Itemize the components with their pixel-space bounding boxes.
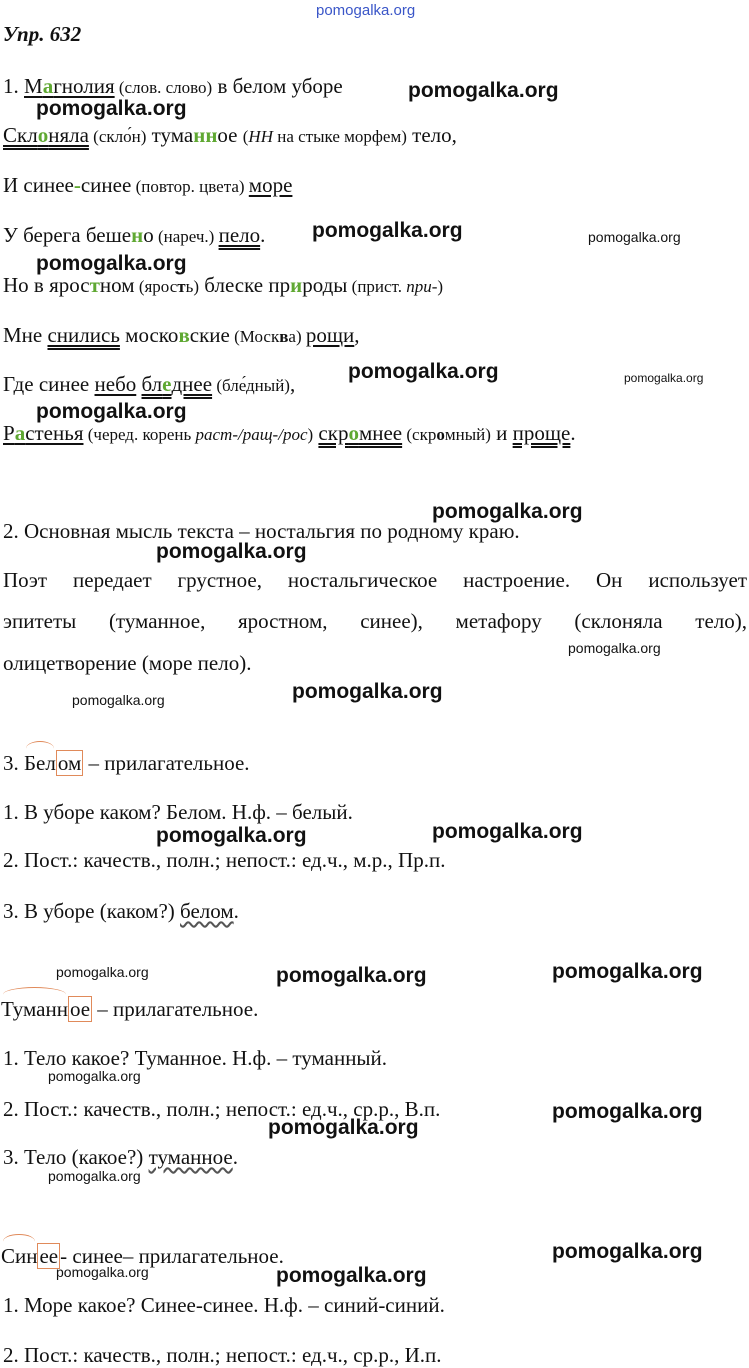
poem-line-4: У берега бешено (нареч.) пело. xyxy=(3,223,266,247)
watermark: pomogalka.org xyxy=(408,79,559,102)
word-ending: ое xyxy=(69,997,91,1021)
watermark: pomogalka.org xyxy=(552,1240,703,1263)
parse-step: 3. В уборе (каком?) белом. xyxy=(3,899,239,923)
poem-line-1: 1. Магнолия (слов. слово) в белом уборе xyxy=(3,74,343,98)
poem-line-3: И синее-синее (повтор. цвета) море xyxy=(3,173,293,197)
watermark: pomogalka.org xyxy=(552,1100,703,1123)
watermark: pomogalka.org xyxy=(36,252,187,275)
word-stem: Туманн xyxy=(1,997,68,1021)
watermark: pomogalka.org xyxy=(36,97,187,120)
parse-heading-tumannoe: Туманное – прилагательное. xyxy=(1,997,259,1021)
parse-step: 2. Пост.: качеств., полн.; непост.: ед.ч., м.р., Пр.п. xyxy=(3,848,446,872)
watermark: pomogalka.org xyxy=(276,964,427,987)
watermark: pomogalka.org xyxy=(624,371,704,385)
word-stem: Син xyxy=(1,1244,38,1268)
watermark: pomogalka.org xyxy=(72,692,165,708)
watermark: pomogalka.org xyxy=(552,960,703,983)
poem-line-5: Но в яростном (ярость) блеске природы (прист. при-) xyxy=(3,273,444,297)
poem-line-2: Склоняла (скло́н) туманное (НН на стыке морфем) тело, xyxy=(3,123,457,147)
watermark: pomogalka.org xyxy=(276,1264,427,1287)
watermark: pomogalka.org xyxy=(348,360,499,383)
watermark: pomogalka.org xyxy=(312,219,463,242)
word-stem: Бел xyxy=(24,751,56,775)
watermark: pomogalka.org xyxy=(156,824,307,847)
watermark-top: pomogalka.org xyxy=(316,2,416,19)
watermark: pomogalka.org xyxy=(268,1116,419,1139)
watermark: pomogalka.org xyxy=(48,1068,141,1084)
watermark: pomogalka.org xyxy=(56,964,149,980)
exercise-title: Упр. 632 xyxy=(3,22,82,46)
watermark: pomogalka.org xyxy=(156,540,307,563)
watermark: pomogalka.org xyxy=(292,680,443,703)
parse-heading-belom: 3. Белом – прилагательное. xyxy=(3,751,250,775)
parse-step: 3. Тело (какое?) туманное. xyxy=(3,1145,238,1169)
poem-line-7: Где синее небо бледнее (бле́дный), xyxy=(3,372,296,396)
parse-step: 1. Тело какое? Туманное. Н.ф. – туманный. xyxy=(3,1046,388,1070)
watermark: pomogalka.org xyxy=(48,1168,141,1184)
main-idea: 2. Основная мысль текста – ностальгия по родному краю. xyxy=(3,519,520,543)
parse-heading-sinee: Синее- синее– прилагательное. xyxy=(1,1244,284,1268)
watermark: pomogalka.org xyxy=(432,820,583,843)
analysis-line: эпитеты (туманное, яростном, синее), метафору (склоняла тело), xyxy=(3,609,747,633)
poem-line-8: Растенья (черед. корень раст-/ращ-/рос) скромнее (скромный) и проще. xyxy=(3,421,576,445)
parse-step: 2. Пост.: качеств., полн.; непост.: ед.ч., ср.р., В.п. xyxy=(3,1097,441,1121)
watermark: pomogalka.org xyxy=(432,500,583,523)
parse-step: 2. Пост.: качеств., полн.; непост.: ед.ч., ср.р., И.п. xyxy=(3,1343,442,1367)
analysis-line: олицетворение (море пело). xyxy=(3,651,252,675)
parse-step: 1. В уборе каком? Белом. Н.ф. – белый. xyxy=(3,800,353,824)
analysis-line: Поэт передает грустное, ностальгическое настроение. Он использует xyxy=(3,568,747,592)
poem-line-6: Мне снились московские (Москва) рощи, xyxy=(3,323,360,347)
watermark: pomogalka.org xyxy=(588,229,681,245)
word-ending: ее xyxy=(39,1244,59,1268)
parse-step: 1. Море какое? Синее-синее. Н.ф. – синий-синий. xyxy=(3,1293,445,1317)
watermark: pomogalka.org xyxy=(56,1264,149,1280)
word-ending: ом xyxy=(57,751,82,775)
watermark: pomogalka.org xyxy=(36,400,187,423)
watermark: pomogalka.org xyxy=(568,640,661,656)
